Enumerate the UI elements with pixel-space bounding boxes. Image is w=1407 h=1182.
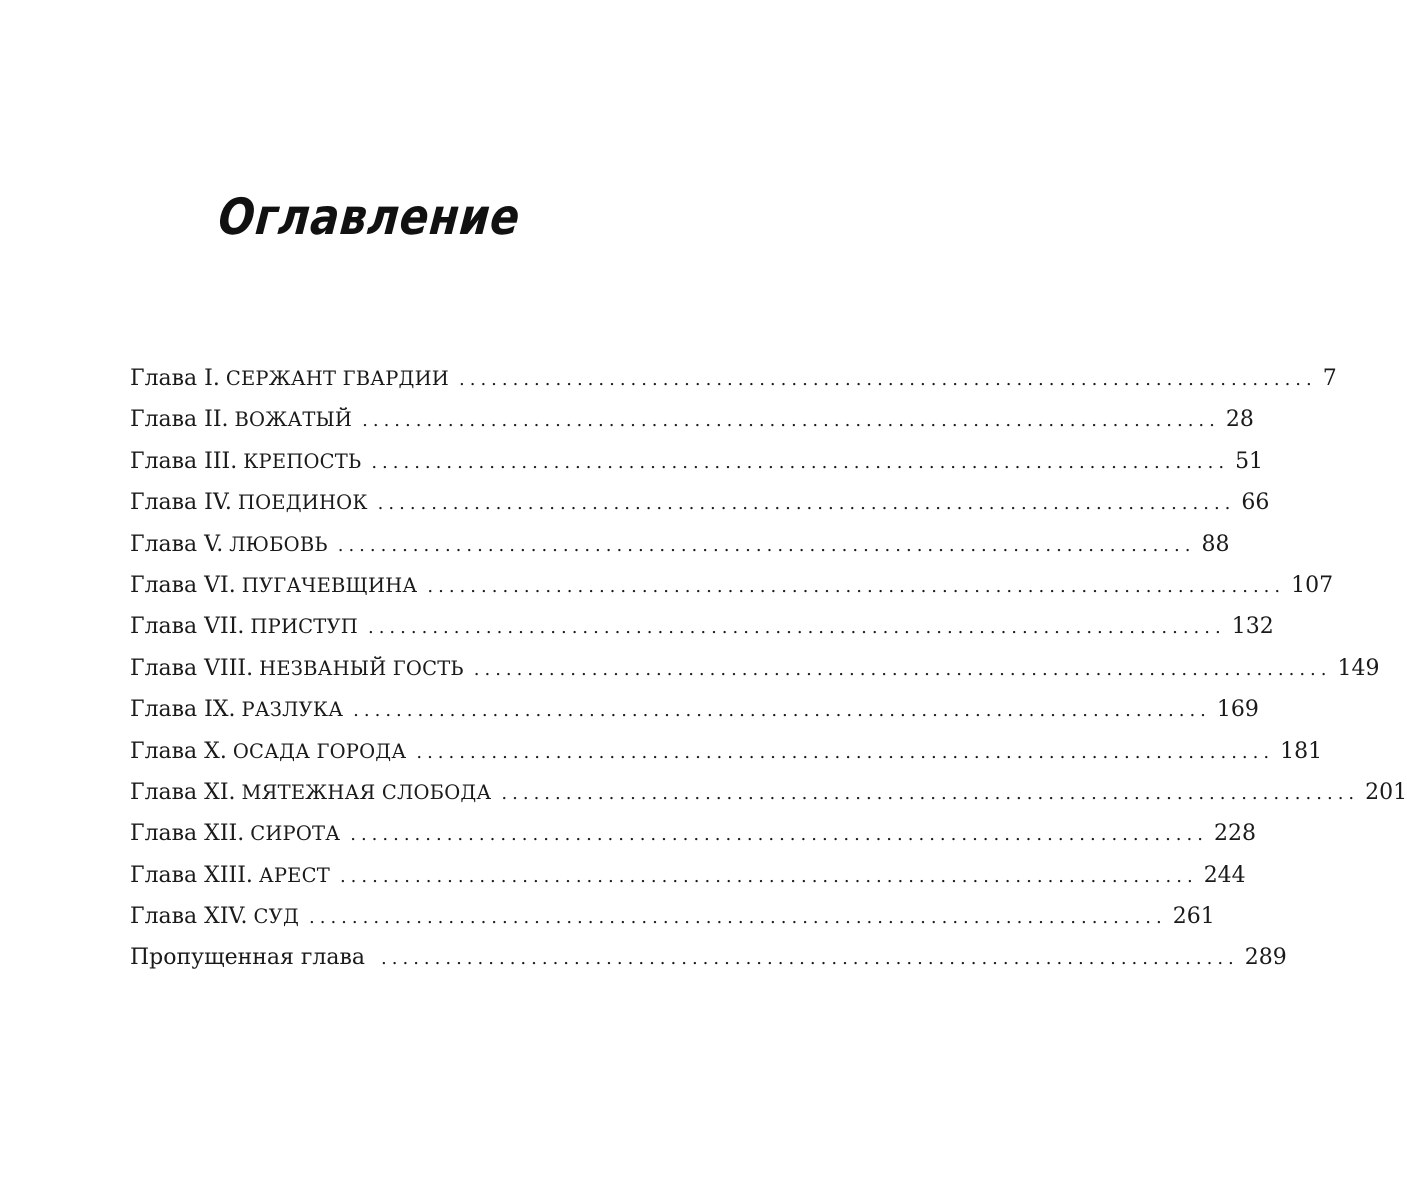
toc-entry[interactable] <box>130 862 1246 904</box>
chapter-number: Глава IX. <box>130 697 236 723</box>
chapter-number: Глава IV. <box>130 490 232 516</box>
dot-leader: ................................................................................ <box>377 493 1236 515</box>
toc-entry[interactable] <box>130 697 1259 738</box>
chapter-number: Пропущенная глава <box>130 945 366 971</box>
chapter-title: СИРОТА <box>250 822 341 846</box>
toc-entry[interactable] <box>130 572 1334 614</box>
chapter-number: Глава XIII. <box>130 862 253 888</box>
chapter-number: Глава X. <box>130 738 227 764</box>
page-number: 228 <box>1213 821 1256 847</box>
toc-entry[interactable] <box>130 366 1337 407</box>
chapter-title: МЯТЕЖНАЯ СЛОБОДА <box>241 780 492 804</box>
toc-entry[interactable] <box>130 490 1270 531</box>
toc-entry[interactable] <box>130 655 1380 697</box>
dot-leader: ................................................................................ <box>371 451 1230 473</box>
chapter-number: Глава I. <box>130 366 220 391</box>
chapter-number: Глава II. <box>130 407 229 433</box>
chapter-number: Глава VII. <box>130 614 245 640</box>
page-number: 201 <box>1365 779 1407 805</box>
toc-entry[interactable] <box>130 738 1323 780</box>
dot-leader: ................................................................................ <box>367 617 1226 639</box>
toc-entry[interactable] <box>130 407 1254 448</box>
chapter-number: Глава VI. <box>130 572 236 598</box>
dot-leader: ................................................................................ <box>381 948 1239 970</box>
chapter-title: ЛЮБОВЬ <box>229 532 328 556</box>
dot-leader: ................................................................................ <box>350 824 1208 846</box>
dot-leader: ................................................................................ <box>416 741 1275 763</box>
toc-entry[interactable] <box>130 614 1274 655</box>
table-of-contents <box>130 366 1407 987</box>
chapter-title: АРЕСТ <box>258 863 330 887</box>
chapter-number: Глава XII. <box>130 821 245 847</box>
dot-leader: ................................................................................ <box>501 782 1360 804</box>
chapter-title: ПРИСТУП <box>250 615 358 639</box>
chapter-number: Глава VIII. <box>130 655 254 681</box>
chapter-title: СУД <box>253 905 300 929</box>
chapter-number: Глава XIV. <box>130 904 248 930</box>
dot-leader: ................................................................................ <box>473 658 1332 680</box>
chapter-number: Глава III. <box>130 448 238 474</box>
toc-entry[interactable] <box>130 531 1230 573</box>
page-number: 107 <box>1291 572 1334 598</box>
chapter-number: Глава V. <box>130 531 224 557</box>
page-number: 244 <box>1203 862 1246 888</box>
chapter-title: НЕЗВАНЫЙ ГОСТЬ <box>259 656 464 680</box>
chapter-title: СЕРЖАНТ ГВАРДИИ <box>225 367 449 390</box>
toc-entry[interactable] <box>130 448 1264 490</box>
toc-entry[interactable] <box>130 904 1215 945</box>
page-number: 28 <box>1225 407 1254 433</box>
toc-entry[interactable] <box>130 821 1256 862</box>
page-number: 261 <box>1172 904 1215 930</box>
page-number: 7 <box>1322 366 1337 391</box>
chapter-title: ОСАДА ГОРОДА <box>232 739 407 763</box>
dot-leader: ................................................................................ <box>362 410 1220 432</box>
chapter-title: ПОЕДИНОК <box>237 491 368 515</box>
chapter-number: Глава XI. <box>130 779 236 805</box>
dot-leader: ................................................................................ <box>459 369 1317 390</box>
toc-entry[interactable] <box>130 945 1287 986</box>
dot-leader: ................................................................................ <box>339 865 1198 887</box>
toc-entry[interactable] <box>130 779 1407 821</box>
dot-leader: ................................................................................ <box>309 907 1167 929</box>
page-title: Оглавление <box>216 188 523 246</box>
page-number: 289 <box>1244 945 1287 971</box>
chapter-title: ПУГАЧЕВЩИНА <box>241 573 418 597</box>
page-number: 149 <box>1337 655 1380 681</box>
dot-leader: ................................................................................ <box>337 534 1196 556</box>
page-number: 88 <box>1201 531 1230 557</box>
dot-leader: ................................................................................ <box>427 575 1286 597</box>
page-number: 169 <box>1216 697 1259 723</box>
chapter-title: ВОЖАТЫЙ <box>234 408 353 432</box>
page-number: 181 <box>1280 738 1323 764</box>
page-number: 51 <box>1235 448 1264 474</box>
page-number: 66 <box>1241 490 1270 516</box>
chapter-title: КРЕПОСТЬ <box>243 449 362 473</box>
dot-leader: ................................................................................ <box>353 700 1211 722</box>
chapter-title: РАЗЛУКА <box>241 698 344 722</box>
page-number: 132 <box>1231 614 1274 640</box>
